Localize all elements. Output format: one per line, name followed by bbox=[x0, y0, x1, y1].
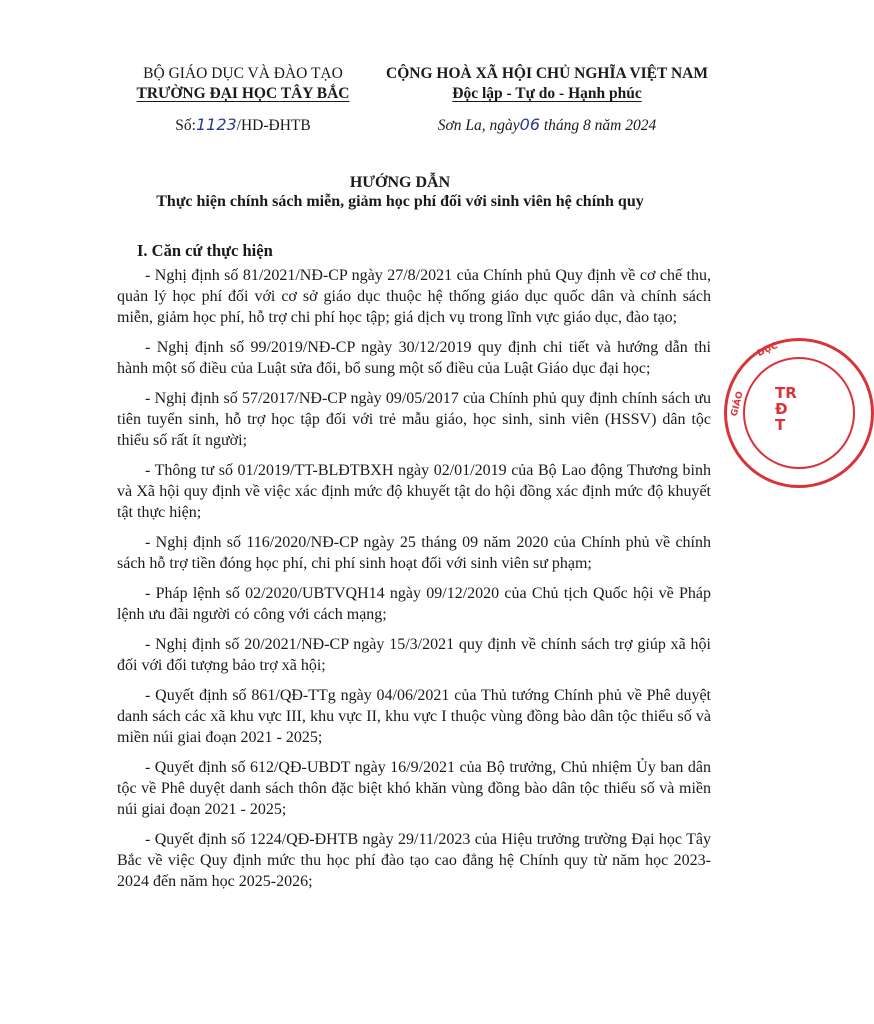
basis-item: - Thông tư số 01/2019/TT-BLĐTBXH ngày 02/01/2019 của Bộ Lao động Thương binh và Xã hội quy định về việc xác định mức độ khuyết tật do hội đồng xác định mức độ khuyết tật thực hiện; bbox=[117, 462, 711, 521]
country-name: CỘNG HOÀ XÃ HỘI CHỦ NGHĨA VIỆT NAM bbox=[386, 65, 708, 82]
seal-arc-top: DỤC bbox=[755, 340, 780, 360]
basis-item: - Pháp lệnh số 02/2020/UBTVQH14 ngày 09/12/2020 của Chủ tịch Quốc hội về Pháp lệnh ưu đãi người có công với cách mạng; bbox=[117, 585, 711, 623]
national-motto: Độc lập - Tự do - Hạnh phúc bbox=[452, 85, 642, 102]
doc-number-handwritten: 1123 bbox=[195, 115, 237, 134]
issuer-block bbox=[118, 64, 368, 104]
doc-number-suffix: /HD-ĐHTB bbox=[236, 117, 311, 134]
seal-core-line: TR bbox=[775, 384, 797, 402]
document-date bbox=[372, 115, 722, 135]
document-title: HƯỚNG DẪN bbox=[349, 174, 451, 191]
university-name: TRƯỜNG ĐẠI HỌC TÂY BẮC bbox=[136, 85, 350, 102]
ministry-name: BỘ GIÁO DỤC VÀ ĐÀO TẠO bbox=[143, 65, 343, 82]
seal-inner-ring bbox=[743, 357, 855, 469]
basis-item: - Quyết định số 1224/QĐ-ĐHTB ngày 29/11/2023 của Hiệu trưởng trường Đại học Tây Bắc về việc Quy định mức thu học phí đào tạo cao đẳng hệ Chính quy từ năm học 2023-2024 đến năm học 2025-2026; bbox=[117, 831, 711, 890]
national-heading bbox=[372, 64, 722, 104]
document-body bbox=[117, 240, 711, 901]
seal-core-line: T bbox=[775, 416, 786, 434]
seal-core-line: Đ bbox=[775, 400, 788, 418]
date-rest: tháng 8 năm 2024 bbox=[543, 117, 657, 134]
seal-arc-left: GIÁO bbox=[729, 390, 746, 418]
seal-core-text bbox=[775, 385, 797, 433]
doc-number-prefix: Số: bbox=[175, 117, 196, 134]
red-seal-stamp bbox=[724, 338, 874, 488]
basis-item: - Quyết định số 612/QĐ-UBDT ngày 16/9/2021 của Bộ trưởng, Chủ nhiệm Ủy ban dân tộc về Phê duyệt danh sách thôn đặc biệt khó khăn vùng đồng bào dân tộc thiểu số và miền núi giai đoạn 2021 - 2025; bbox=[117, 759, 711, 818]
date-place: Sơn La, ngày bbox=[437, 117, 520, 134]
document-number bbox=[118, 115, 368, 135]
basis-item: - Nghị định số 57/2017/NĐ-CP ngày 09/05/2017 của Chính phủ quy định chính sách ưu tiên tuyển sinh, hỗ trợ học tập đối với trẻ mẫu giáo, học sinh, sinh viên (HSSV) dân tộc thiểu số rất ít người; bbox=[117, 390, 711, 449]
basis-item: - Nghị định số 99/2019/NĐ-CP ngày 30/12/2019 quy định chi tiết và hướng dẫn thi hành một số điều của Luật sửa đổi, bổ sung một số điều của Luật Giáo dục đại học; bbox=[117, 339, 711, 377]
basis-item: - Nghị định số 81/2021/NĐ-CP ngày 27/8/2021 của Chính phủ Quy định về cơ chế thu, quản lý học phí đối với cơ sở giáo dục thuộc hệ thống giáo dục quốc dân và chính sách miễn, giảm học phí, hỗ trợ chi phí học tập; giá dịch vụ trong lĩnh vực giáo dục, đào tạo; bbox=[117, 267, 711, 326]
basis-item: - Nghị định số 20/2021/NĐ-CP ngày 15/3/2021 quy định về chính sách trợ giúp xã hội đối với đối tượng bảo trợ xã hội; bbox=[117, 636, 711, 674]
date-day-handwritten: 06 bbox=[519, 115, 540, 134]
document-subtitle: Thực hiện chính sách miễn, giảm học phí đối với sinh viên hệ chính quy bbox=[156, 193, 644, 210]
section-heading: I. Căn cứ thực hiện bbox=[137, 241, 273, 260]
basis-item: - Quyết định số 861/QĐ-TTg ngày 04/06/2021 của Thủ tướng Chính phủ về Phê duyệt danh sách các xã khu vực III, khu vực II, khu vực I thuộc vùng đồng bào dân tộc thiểu số và miền núi giai đoạn 2021 - 2025; bbox=[117, 687, 711, 746]
basis-item: - Nghị định số 116/2020/NĐ-CP ngày 25 tháng 09 năm 2020 của Chính phủ về chính sách hỗ trợ tiền đóng học phí, chi phí sinh hoạt đối với sinh viên sư phạm; bbox=[117, 534, 711, 572]
